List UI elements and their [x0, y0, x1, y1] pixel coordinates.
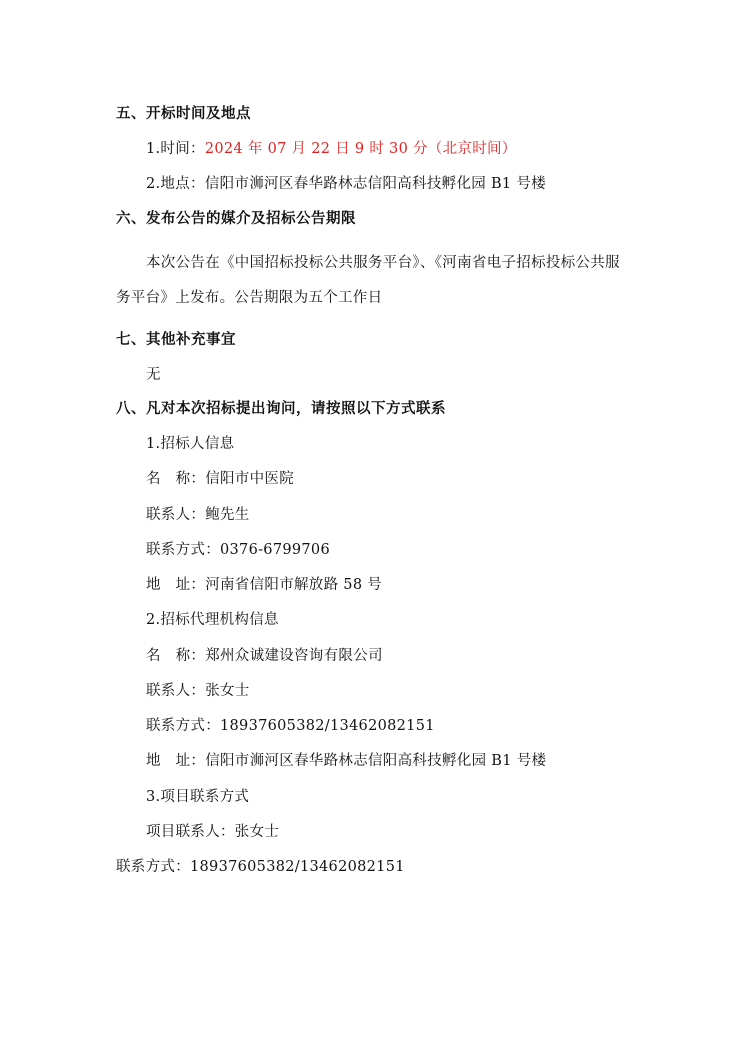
agency-address: 地 址：信阳市浉河区春华路林志信阳高科技孵化园 B1 号楼 — [146, 753, 547, 769]
announcement-paragraph-line-2: 务平台》上发布。公告期限为五个工作日 — [116, 290, 383, 306]
project-contact-person: 项目联系人：张女士 — [146, 824, 280, 840]
project-contact-heading: 3.项目联系方式 — [146, 789, 250, 805]
tenderer-address: 地 址：河南省信阳市解放路 58 号 — [146, 577, 383, 593]
agency-heading: 2.招标代理机构信息 — [146, 612, 279, 628]
section-7-heading: 七、其他补充事宜 — [116, 332, 236, 348]
supplementary-content: 无 — [146, 367, 161, 383]
tenderer-name: 名 称：信阳市中医院 — [146, 471, 294, 487]
tenderer-contact: 联系人：鲍先生 — [146, 507, 250, 523]
agency-name: 名 称：郑州众诚建设咨询有限公司 — [146, 648, 383, 664]
section-8-heading: 八、凡对本次招标提出询问，请按照以下方式联系 — [116, 401, 446, 417]
tenderer-heading: 1.招标人信息 — [146, 436, 235, 452]
tenderer-phone: 联系方式：0376-6799706 — [146, 542, 330, 558]
agency-contact: 联系人：张女士 — [146, 683, 250, 699]
section-6-heading: 六、发布公告的媒介及招标公告期限 — [116, 211, 356, 227]
opening-time-value: 2024 年 07 月 22 日 9 时 30 分（北京时间） — [204, 141, 517, 157]
section-5-heading: 五、开标时间及地点 — [116, 106, 251, 122]
project-contact-phone: 联系方式：18937605382/13462082151 — [116, 859, 405, 875]
opening-place-value: 信阳市浉河区春华路林志信阳高科技孵化园 B1 号楼 — [204, 176, 546, 192]
announcement-paragraph-line-1: 本次公告在《中国招标投标公共服务平台》、《河南省电子招标投标公共服 — [146, 255, 620, 271]
opening-place-label: 2.地点： — [146, 176, 205, 192]
agency-phone: 联系方式：18937605382/13462082151 — [146, 718, 435, 734]
opening-place-line — [146, 174, 546, 194]
opening-time-line — [146, 139, 517, 159]
opening-time-label: 1.时间： — [146, 141, 205, 157]
